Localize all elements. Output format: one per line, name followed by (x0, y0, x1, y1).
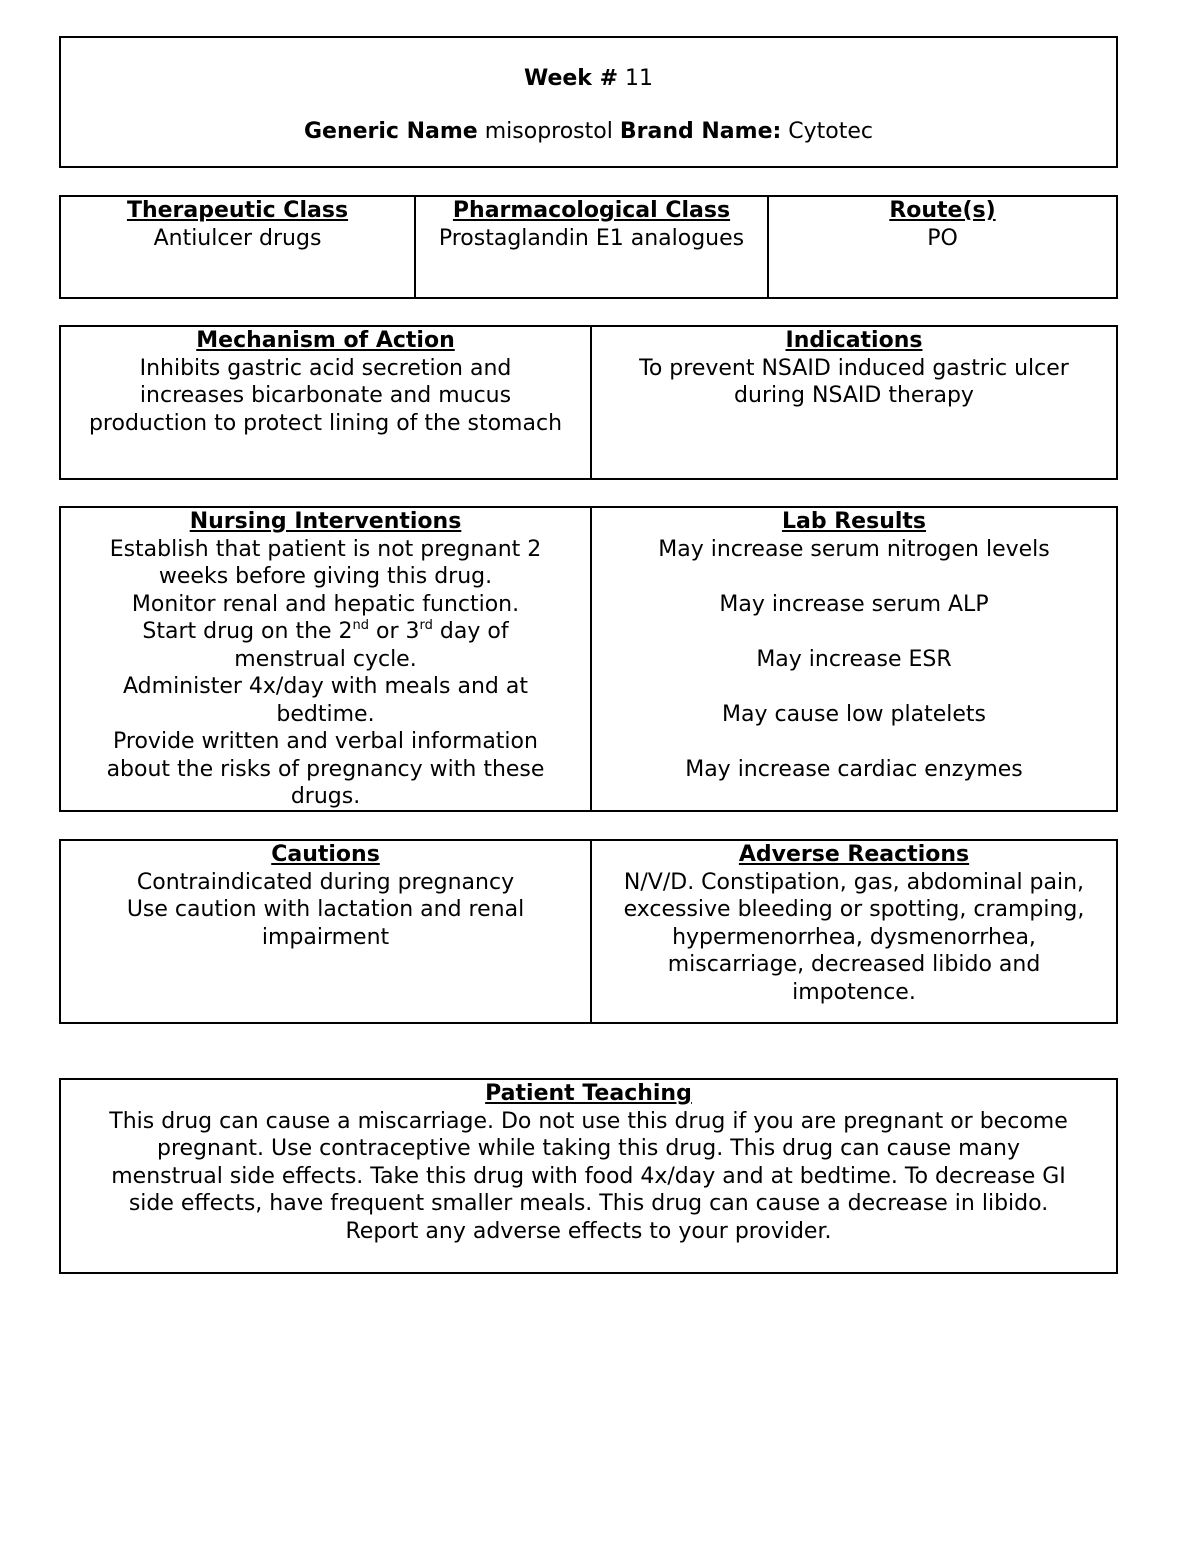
adverse-reactions-cell (590, 841, 1116, 1022)
lab-result-item: May increase serum nitrogen levels (658, 536, 1050, 562)
week-line (61, 66, 1116, 91)
cautions-line: Use caution with lactation and renal (126, 897, 525, 922)
lab-results-cell (590, 508, 1116, 810)
generic-name-value: misoprostol (484, 119, 613, 144)
nursing-start-drug-line (67, 618, 584, 646)
drug-header-box (59, 36, 1118, 168)
nursing-labs-table (59, 506, 1118, 812)
cautions-line: impairment (261, 924, 390, 950)
adverse-line: N/V/D. Constipation, gas, abdominal pain, (623, 869, 1085, 895)
mechanism-line: Inhibits gastric acid secretion and (139, 355, 512, 381)
adverse-reactions-title: Adverse Reactions (738, 842, 970, 867)
start-drug-pre: Start drug on the 2 (142, 619, 353, 644)
adverse-line: miscarriage, decreased libido and (667, 952, 1041, 977)
indications-line: To prevent NSAID induced gastric ulcer (639, 355, 1069, 381)
nursing-line: menstrual cycle. (234, 646, 417, 672)
pharmacological-class-title: Pharmacological Class (452, 198, 731, 223)
routes-cell (767, 197, 1116, 297)
lab-result-item: May increase cardiac enzymes (685, 756, 1023, 782)
mechanism-indications-table (59, 325, 1118, 480)
nursing-line: Monitor renal and hepatic function. (131, 591, 520, 617)
pharmacological-class-cell (414, 197, 767, 297)
week-label: Week # (523, 66, 619, 91)
indications-title: Indications (785, 328, 923, 353)
nursing-line: Provide written and verbal information (113, 729, 538, 754)
pharmacological-class-value: Prostaglandin E1 analogues (438, 225, 745, 251)
teaching-line: side effects, have frequent smaller meals. This drug can cause a decrease in libido. (128, 1191, 1049, 1216)
mechanism-line: increases bicarbonate and mucus (139, 383, 512, 408)
therapeutic-class-cell (61, 197, 414, 297)
mechanism-cell (61, 327, 590, 478)
cautions-cell (61, 841, 590, 1022)
mechanism-line: production to protect lining of the stomach (88, 410, 563, 436)
nursing-line: about the risks of pregnancy with these (106, 756, 545, 782)
week-value: 11 (625, 66, 654, 91)
patient-teaching-title: Patient Teaching (485, 1081, 692, 1106)
nursing-line: drugs. (290, 784, 361, 809)
cautions-title: Cautions (271, 842, 380, 867)
nursing-line: bedtime. (276, 701, 375, 727)
lab-results-title: Lab Results (781, 509, 927, 534)
lab-result-item: May increase serum ALP (719, 591, 989, 617)
cautions-line: Contraindicated during pregnancy (136, 869, 515, 895)
start-drug-sup-nd: nd (352, 618, 370, 633)
nursing-line: Administer 4x/day with meals and at (123, 674, 528, 699)
adverse-line: hypermenorrhea, dysmenorrhea, (672, 924, 1036, 950)
start-drug-post: day of (432, 619, 509, 644)
indications-line: during NSAID therapy (734, 383, 974, 408)
nursing-line: weeks before giving this drug. (158, 564, 493, 589)
patient-teaching-box (59, 1078, 1118, 1274)
teaching-line: This drug can cause a miscarriage. Do not use this drug if you are pregnant or become (109, 1108, 1068, 1134)
cautions-adverse-table (59, 839, 1118, 1024)
start-drug-mid: or 3 (369, 619, 420, 644)
teaching-line: menstrual side effects. Take this drug with food 4x/day and at bedtime. To decrease GI (111, 1163, 1066, 1189)
nursing-interventions-title: Nursing Interventions (189, 509, 462, 534)
lab-result-item: May increase ESR (756, 646, 952, 672)
therapeutic-class-title: Therapeutic Class (126, 198, 349, 223)
adverse-line: impotence. (792, 979, 916, 1005)
teaching-line: Report any adverse effects to your provider. (345, 1218, 832, 1244)
teaching-line: pregnant. Use contraceptive while taking this drug. This drug can cause many (157, 1136, 1020, 1161)
therapeutic-class-value: Antiulcer drugs (153, 225, 322, 251)
routes-title: Route(s) (889, 198, 996, 223)
classification-table (59, 195, 1118, 299)
brand-name-label: Brand Name: (619, 119, 782, 144)
indications-cell (590, 327, 1116, 478)
mechanism-title: Mechanism of Action (196, 328, 455, 353)
generic-name-label: Generic Name (303, 119, 478, 144)
start-drug-sup-rd: rd (419, 618, 433, 633)
adverse-line: excessive bleeding or spotting, cramping, (623, 897, 1085, 922)
lab-result-item: May cause low platelets (722, 701, 986, 727)
drug-names-line (61, 119, 1116, 144)
routes-value: PO (927, 225, 958, 251)
patient-teaching-cell (61, 1080, 1116, 1245)
nursing-interventions-cell (61, 508, 590, 810)
brand-name-value: Cytotec (788, 119, 874, 144)
nursing-line: Establish that patient is not pregnant 2 (109, 536, 542, 562)
